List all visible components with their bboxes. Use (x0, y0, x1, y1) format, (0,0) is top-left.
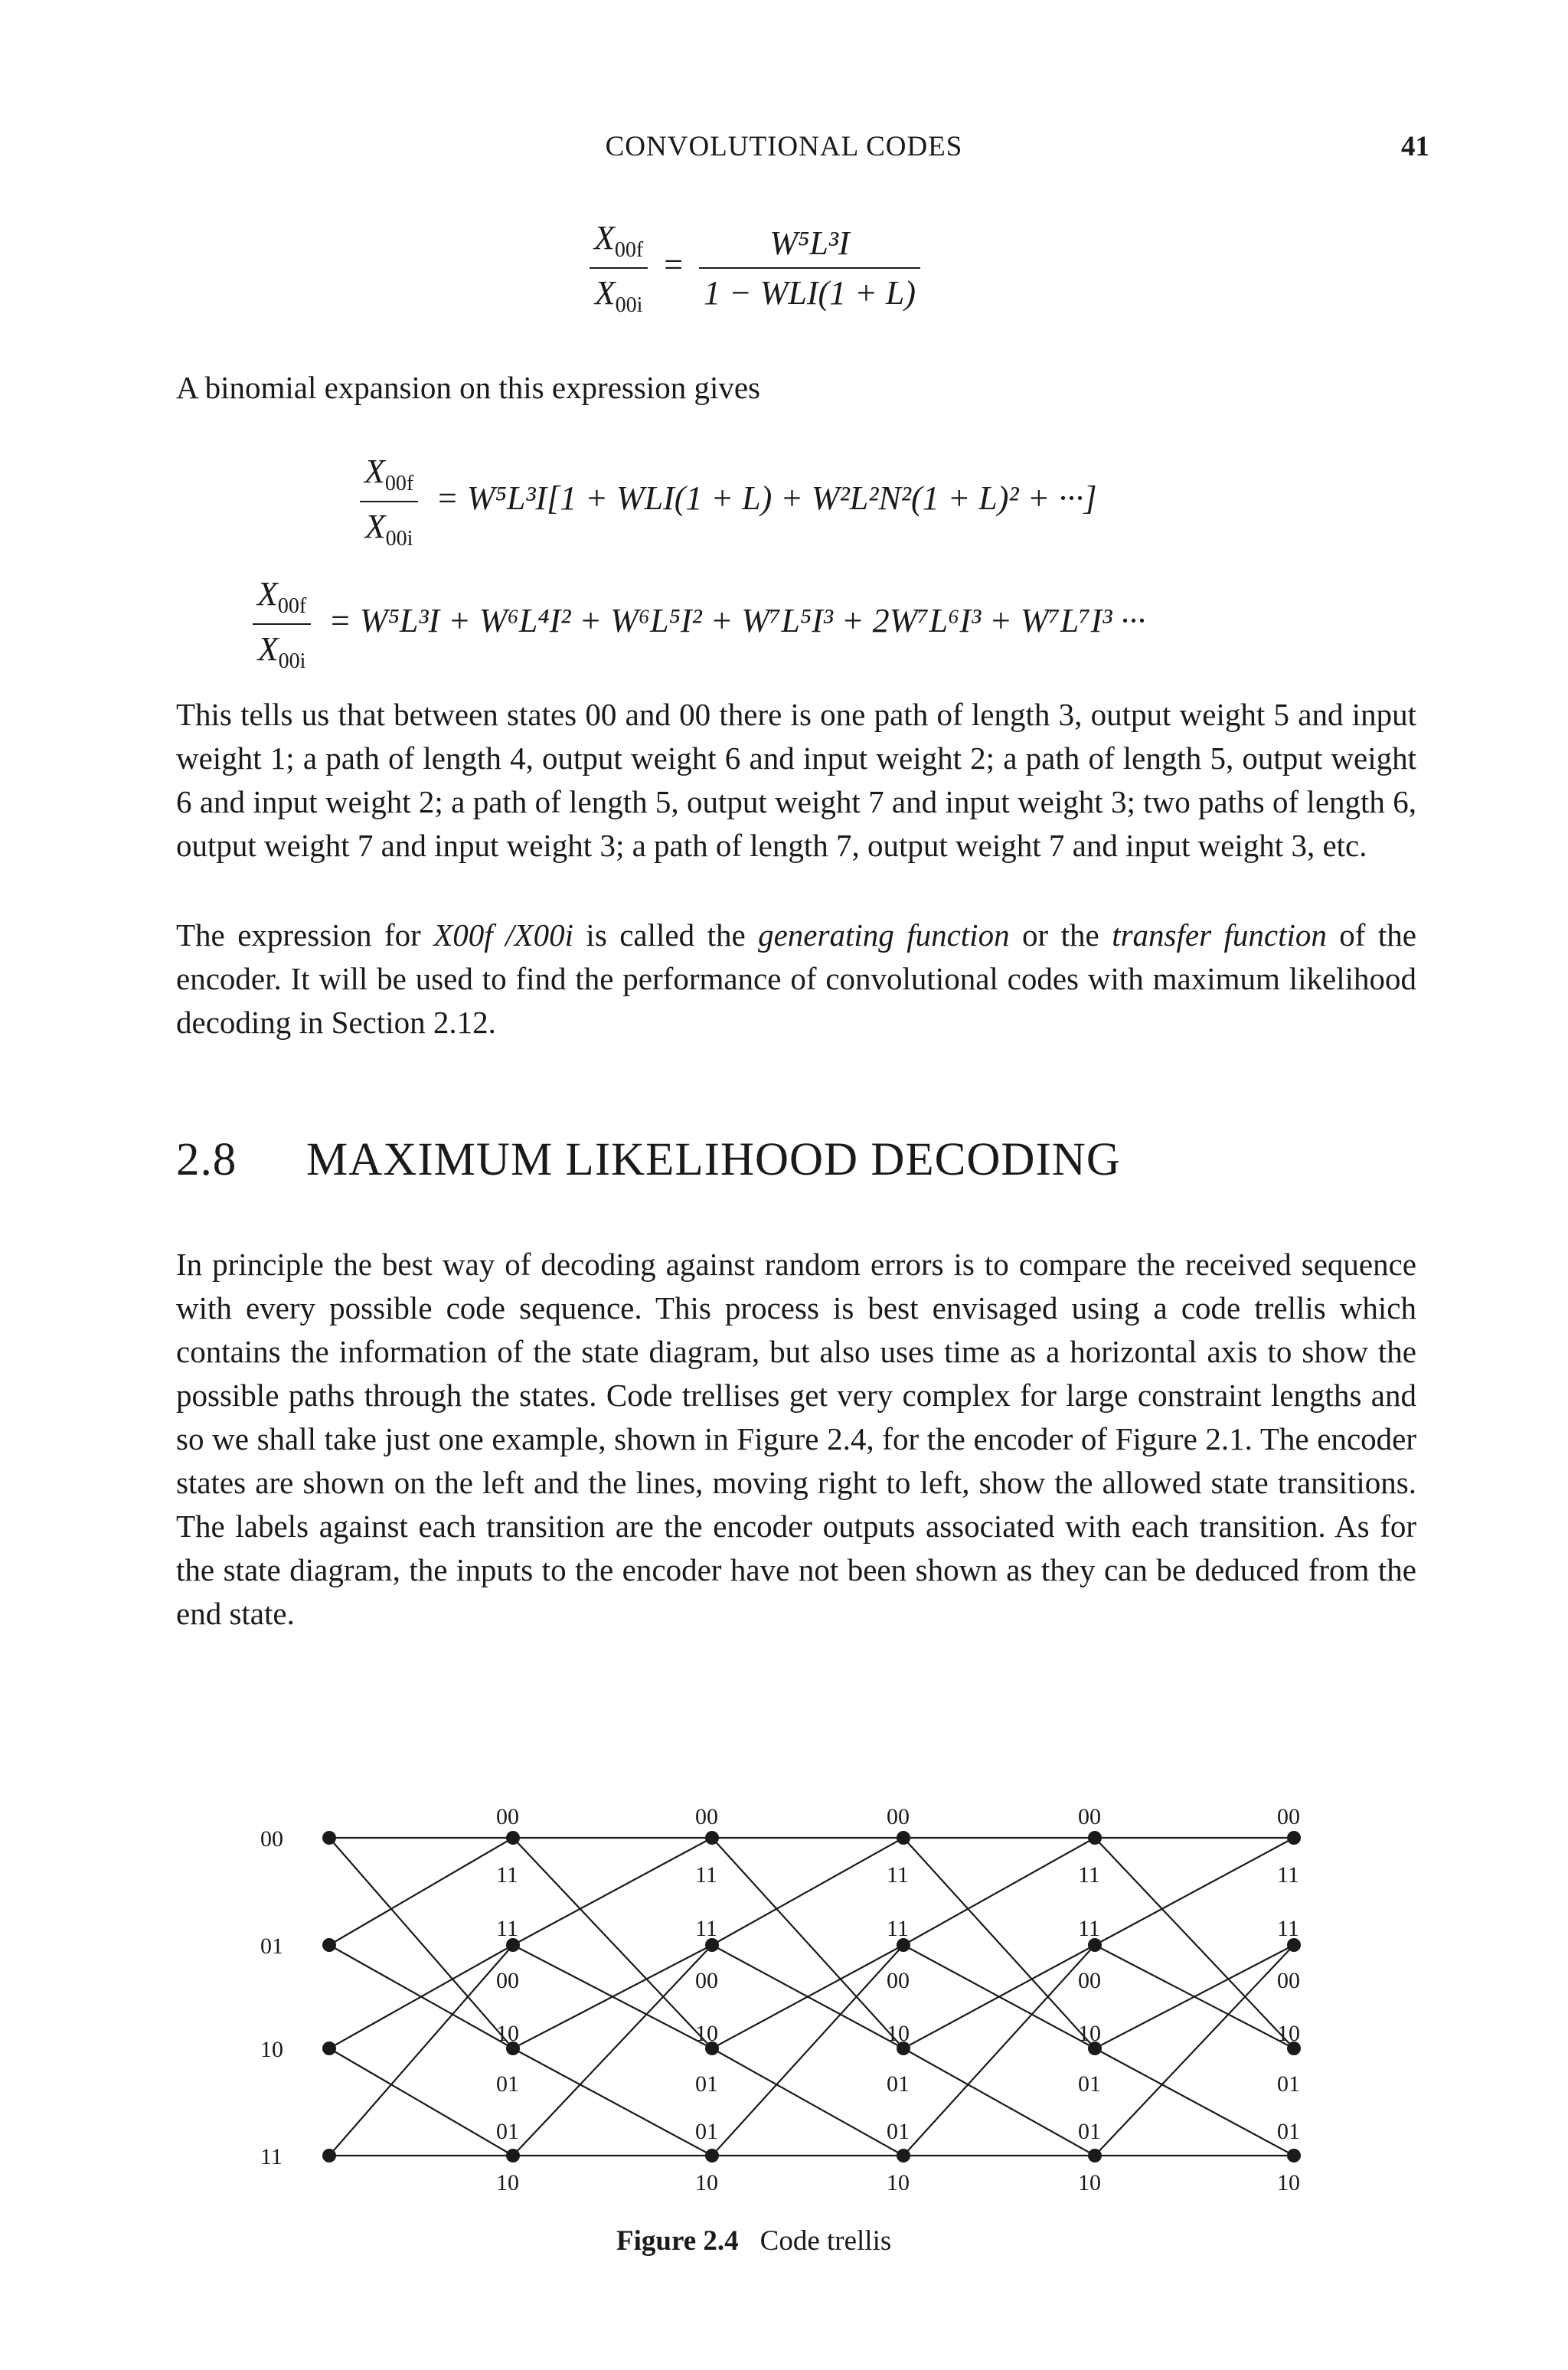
running-title: CONVOLUTIONAL CODES (605, 131, 963, 162)
trellis-branch-label: 11 (1277, 1916, 1299, 1941)
trellis-branch-label: 10 (1277, 2170, 1300, 2190)
trellis-branch-label: 00 (887, 1968, 910, 1993)
trellis-branch-label: 01 (695, 2119, 718, 2144)
trellis-state-node (1287, 1831, 1301, 1845)
trellis-state-node (897, 1831, 910, 1845)
trellis-state-label: 00 (260, 1826, 283, 1852)
trellis-branch-label: 10 (496, 2021, 519, 2046)
trellis-branch (1095, 1838, 1294, 2048)
trellis-branch (1095, 1838, 1294, 1945)
eq2-rhs: = W⁵L³I[1 + WLI(1 + L) + W²L²N²(1 + L)² + ···] (436, 479, 1097, 517)
trellis-branch-label: 10 (887, 2021, 910, 2046)
trellis-state-node (322, 1831, 336, 1845)
trellis-branch-label: 11 (1277, 1862, 1299, 1888)
trellis-branch (513, 1838, 712, 1945)
equation-binomial-expansion: $\frac{X_{00f}}{X_{00i}}$ = W⁵L³I[1 + WLI(1 + L) + W²L²N²(1 + L)² + ···] (360, 452, 1096, 551)
trellis-branch-label: 01 (1078, 2119, 1101, 2144)
trellis-branch (712, 1945, 903, 2156)
paragraph-path-summary: This tells us that between states 00 and 00 there is one path of length 3, output weight 5 and input weight 1; a path of length 4, output weight 6 and input weight 2; a path of length 5, output weight 6 and input weight 2; a path of length 5, output weight 7 and input weight 3; two paths of length 6, output weight 7 and input weight 3; a path of length 7, output weight 7 and input weight 3, etc. (176, 697, 1416, 863)
trellis-branch-label: 10 (1078, 2021, 1101, 2046)
trellis-branch (1095, 1945, 1294, 2156)
trellis-branch (903, 1838, 1095, 2048)
trellis-branch-label: 01 (496, 2119, 519, 2144)
figure-label: Figure 2.4 (616, 2225, 739, 2257)
trellis-branch (712, 2048, 903, 2156)
section-heading (176, 1133, 1121, 1187)
trellis-branch-label: 10 (695, 2170, 718, 2190)
trellis-state-node (1088, 1831, 1102, 1845)
trellis-branch-label: 01 (887, 2119, 910, 2144)
trellis-branch (513, 2048, 712, 2156)
trellis-branch-label: 01 (1078, 2071, 1101, 2097)
trellis-branch-label: 00 (695, 1968, 718, 1993)
trellis-branch (903, 1838, 1095, 1945)
trellis-branch-label: 00 (887, 1804, 910, 1829)
trellis-branch-label: 00 (496, 1804, 519, 1829)
trellis-branch (1095, 2048, 1294, 2156)
trellis-branch-label: 00 (496, 1968, 519, 1993)
trellis-state-node (1088, 2149, 1102, 2162)
paragraph-ml-decoding: In principle the best way of decoding against random errors is to compare the received sequence with every possible code sequence. This process is best envisaged using a code trellis which contains the information of the state diagram, but also uses time as a horizontal axis to show the possible paths through the states. Code trellises get very complex for large constraint lengths and so we shall take just one example, shown in Figure 2.4, for the encoder of Figure 2.1. The encoder states are shown on the left and the lines, moving right to left, show the allowed state transitions. The labels against each transition are the encoder outputs associated with each transition. As for the state diagram, the inputs to the encoder have not been shown as they can be deduced from the end state. (176, 1247, 1416, 1631)
trellis-branch (513, 1838, 712, 2048)
trellis-branch-label: 01 (496, 2071, 519, 2097)
trellis-branch (903, 1945, 1095, 2156)
section-number: 2.8 (176, 1134, 237, 1185)
eq1-lhs: $\frac{X_{00f}}{X_{00i}}$ (590, 218, 648, 318)
trellis-branch-label: 00 (1277, 1804, 1300, 1829)
trellis-branch-label: 11 (695, 1862, 717, 1888)
trellis-state-node (506, 1831, 520, 1845)
trellis-branch-label: 11 (887, 1916, 909, 1941)
trellis-branch-label: 01 (887, 2071, 910, 2097)
section-title: MAXIMUM LIKELIHOOD DECODING (306, 1134, 1121, 1185)
trellis-branch (329, 1838, 513, 2048)
figure-caption (616, 2225, 891, 2257)
trellis-branch-label: 01 (1277, 2119, 1300, 2144)
page-header (0, 130, 1568, 176)
trellis-state-node (322, 2149, 336, 2162)
trellis-branch-label: 01 (695, 2071, 718, 2097)
trellis-branch-label: 10 (695, 2021, 718, 2046)
trellis-branch-label: 11 (1078, 1862, 1100, 1888)
trellis-branch (329, 1838, 513, 1945)
term-generating-function: generating function (758, 917, 1010, 953)
trellis-branch (329, 1945, 513, 2156)
page-number: 41 (1401, 131, 1429, 162)
trellis-branch (712, 1838, 903, 1945)
figure-caption-text: Code trellis (760, 2225, 892, 2257)
trellis-state-label: 01 (260, 1934, 283, 1959)
trellis-branch-label: 00 (1078, 1804, 1101, 1829)
trellis-state-node (897, 2149, 910, 2162)
trellis-state-node (322, 2041, 336, 2055)
trellis-state-label: 10 (260, 2037, 283, 2062)
equation-series: $\frac{X_{00f}}{X_{00i}}$ = W⁵L³I + W⁶L⁴I² + W⁶L⁵I² + W⁷L⁵I³ + 2W⁷L⁶I³ + W⁷L⁷I³ ··· (253, 574, 1145, 674)
trellis-branch-label: 11 (496, 1916, 518, 1941)
trellis-branch-label: 11 (496, 1862, 518, 1888)
trellis-branch (712, 1838, 903, 2048)
trellis-branch-label: 10 (1277, 2021, 1300, 2046)
trellis-branch-label: 10 (887, 2170, 910, 2190)
trellis-branch-label: 00 (1277, 1968, 1300, 1993)
eq3-rhs: = W⁵L³I + W⁶L⁴I² + W⁶L⁵I² + W⁷L⁵I³ + 2W⁷L⁶I³ + W⁷L⁷I³ ··· (328, 601, 1146, 639)
trellis-branch-label: 10 (1078, 2170, 1101, 2190)
trellis-branch (329, 2048, 513, 2156)
code-trellis-figure (260, 1761, 1317, 2190)
inline-expression: X00f /X00i (433, 917, 573, 953)
binomial-intro: A binomial expansion on this expression gives (176, 370, 760, 405)
trellis-state-node (506, 2149, 520, 2162)
trellis-branch (903, 2048, 1095, 2156)
trellis-branch-label: 01 (1277, 2071, 1300, 2097)
trellis-state-label: 11 (260, 2144, 283, 2169)
trellis-state-node (1287, 2149, 1301, 2162)
trellis-branch (513, 1945, 712, 2156)
paragraph-generating-function: The expression for X00f /X00i is called the generating function or the transfer function of the encoder. It will be used to find the performance of convolutional codes with maximum likelihood decoding in Section 2.12. (176, 917, 1417, 1040)
trellis-branch-label: 00 (1078, 1968, 1101, 1993)
trellis-state-node (705, 1831, 719, 1845)
trellis-branch-label: 11 (1078, 1916, 1100, 1941)
trellis-branch-label: 11 (887, 1862, 909, 1888)
eq1-rhs: $\frac{\text{W⁵L³I}}{\text{1 − WLI(1 + L)}}$ (699, 224, 920, 312)
trellis-state-node (705, 2149, 719, 2162)
term-transfer-function: transfer function (1112, 917, 1327, 953)
trellis-branch-label: 00 (695, 1804, 718, 1829)
trellis-state-node (322, 1938, 336, 1952)
trellis-branch-label: 10 (496, 2170, 519, 2190)
trellis-branch-label: 11 (695, 1916, 717, 1941)
equation-transfer-function: $\frac{X_{00f}}{X_{00i}}$ = $\frac{\text{W⁵L³I}}{\text{1 − WLI(1 + L)}}$ (590, 218, 920, 318)
